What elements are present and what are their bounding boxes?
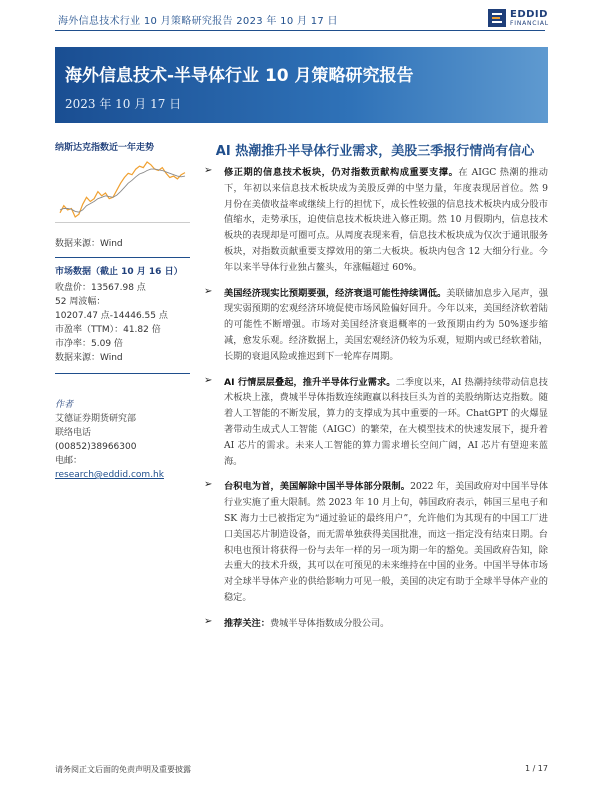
headline: AI 热潮推升半导体行业需求，美股三季报行情尚有信心	[215, 144, 535, 159]
bullet-body: 2022 年，美国政府对中国半导体行业实施了重大限制。然 2023 年 10 月上旬，韩国政府表示，韩国三星电子和 SK 海力士已被指定为“通过验证的最终用户”，允许他们为其现有的中国工厂进口美国芯片制造设备，而无需单独获得美国批准，而这一指定没有结束日期。台积电也预计将获得一份与去年一样的另一项为期一年的豁免。美国政府告知，除去重大的技术升级，其可以在可预见的未来维持在中国的业务。中国半导体市场对全球半导体产业的供给影响力可见一般，美国的决定有助于全球半导体产业的稳定。	[224, 481, 548, 603]
author-row: (00852)38966300	[55, 442, 137, 452]
header-rule	[55, 30, 545, 31]
main-content	[202, 140, 548, 642]
arrow-bullet-icon: ➢	[204, 165, 213, 176]
series-line-ma	[60, 169, 185, 212]
nasdaq-chart	[55, 157, 190, 223]
bullet-body: 费城半导体指数成分股公司。	[269, 617, 390, 629]
bullet-lead: 推荐关注：	[224, 617, 270, 629]
eddid-logo-icon	[488, 9, 506, 27]
arrow-bullet-icon: ➢	[204, 615, 213, 627]
bullet-lead: AI 行情层层叠起，推升半导体行业需求。	[224, 376, 396, 388]
bullet-item	[202, 165, 548, 276]
market-row: 收盘价：13567.98 点	[55, 283, 146, 293]
market-data-list	[55, 281, 190, 365]
bullet-body: 美联储加息步入尾声，强现实弱预期的宏观经济环境促使市场风险偏好回升。今年以来，美国经济软着陆的可能性不断增强。市场对美国经济衰退概率的一致预期由约为 50%逐步缩减，愈发乐观。经济数据上，美国宏观经济仍较为乐观，短期内或已经软着陆，长期的衰退风险或推迟到下一轮库存周期。	[224, 287, 549, 362]
page-number: 1 / 17	[524, 764, 548, 773]
author-label: 作者	[55, 400, 74, 410]
market-row: 数据来源：Wind	[55, 353, 123, 363]
title-banner	[55, 47, 548, 123]
chart-source: 数据来源：Wind	[55, 239, 123, 249]
bullet-item	[202, 616, 548, 632]
running-title: 海外信息技术行业 10 月策略研究报告 2023 年 10 月 17 日	[58, 16, 338, 27]
email-link[interactable]: research@eddid.com.hk	[55, 470, 164, 480]
author-row: 联络电话	[55, 428, 92, 438]
brand-sub: FINANCIAL	[510, 20, 549, 27]
disclaimer: 请务阅正文后面的免责声明及重要披露	[55, 765, 191, 774]
market-row: 市净率：5.09 倍	[55, 339, 123, 349]
bullet-lead: 台积电为首，美国解除中国半导体部分限制。	[224, 481, 411, 493]
divider	[55, 257, 190, 258]
brand-name: EDDID	[510, 9, 548, 20]
market-row: 52 周波幅：	[55, 297, 106, 307]
market-row: 10207.47 点-14446.55 点	[55, 311, 168, 321]
bullet-body: 二季度以来，AI 热潮持续带动信息技术板块上涨，费城半导体指数连续跑赢以科技巨头为首的美股纳斯达克指数。随着人工智能的不断发展，算力的支撑成为其中重要的一环。ChatGPT 的火爆显著带动生成式人工智能（AIGC）的繁荣，在大模型技术的快速发展下，提升着 AI 芯片的需求。未来人工智能的算力需求增长空间广阔，AI 芯片有望迎来蓝海。	[224, 376, 548, 467]
bullet-body: 在 AIGC 热潮的推动下，年初以来信息技术板块成为美股反弹的中坚力量，年度表现居首位。然 9 月份在美债收益率或继续上行的担忧下，成长性较强的信息技术板块内成分股市值缩水，走势承压，迫使信息技术板块进入修正期。然 10 月假期内，信息技术板块的表现却是可圈可点。从周度表现来看，信息技术板块成为仅次于通讯服务板块，对指数贡献重要支撑效用的第二大板块。板块内包含 12 大细分行业。今年以来半导体行业独占鳌头，年涨幅超过 60%。	[224, 167, 548, 273]
bullet-item	[202, 479, 548, 605]
divider	[55, 373, 190, 374]
arrow-bullet-icon: ➢	[204, 479, 213, 491]
report-title: 海外信息技术-半导体行业 10 月策略研究报告	[65, 66, 414, 86]
page-header	[0, 0, 600, 40]
market-data-title: 市场数据（截止 10 月 16 日）	[55, 267, 183, 277]
bullet-item	[202, 375, 548, 470]
bullet-item	[202, 286, 548, 365]
page-footer	[55, 764, 548, 778]
chart-title: 纳斯达克指数近一年走势	[55, 143, 155, 153]
author-row: 艾德证券期货研究部	[55, 414, 137, 424]
author-row: 电邮：	[55, 456, 83, 466]
bullet-lead: 修正期的信息技术板块，仍对指数贡献构成重要支撑。	[224, 167, 459, 178]
report-date: 2023 年 10 月 17 日	[65, 97, 182, 111]
eddid-logo	[488, 7, 550, 29]
arrow-bullet-icon: ➢	[204, 285, 213, 297]
sidebar	[55, 140, 190, 482]
market-row: 市盈率（TTM）：41.82 倍	[55, 325, 161, 335]
arrow-bullet-icon: ➢	[204, 374, 213, 386]
bullet-lead: 美国经济现实比预期要强，经济衰退可能性持续调低。	[224, 287, 447, 299]
